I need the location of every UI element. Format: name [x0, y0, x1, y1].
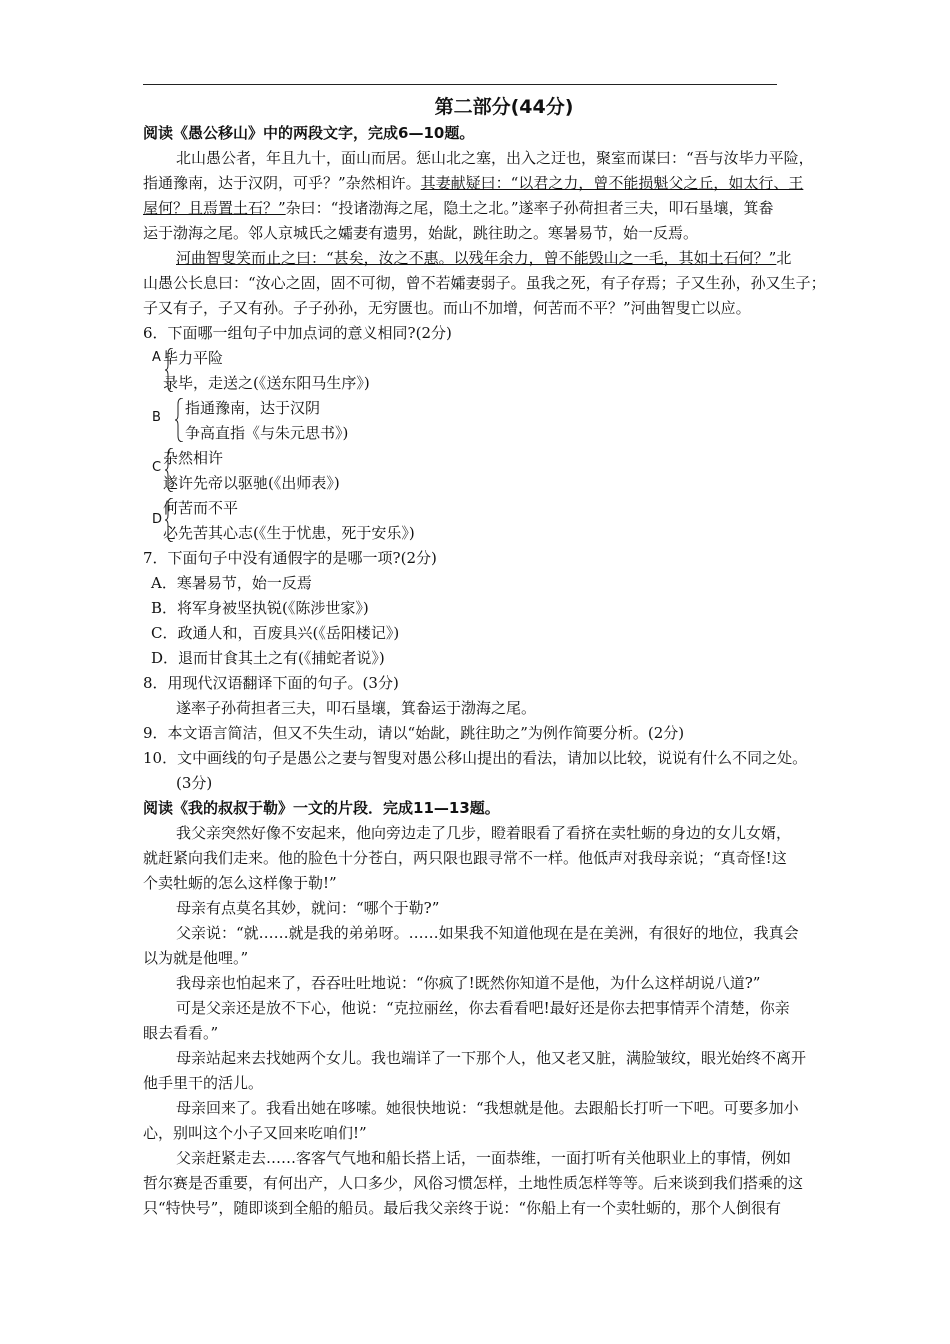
option-line-2: 遂许先帝以驱驰(《出师表》): [163, 474, 340, 492]
passage3-line: 心，别叫这个小子又回来吃咱们!”: [143, 1124, 367, 1142]
q6-option-d: [143, 496, 865, 546]
underlined-sentence: 其妻献疑曰：“以君之力，曾不能损魁父之丘，如太行、王: [420, 174, 804, 192]
passage1-line: 北山愚公者，年且九十，面山而居。惩山北之塞，出入之迂也，聚室而谋曰：“吾与汝毕力平险，: [176, 149, 814, 167]
passage2-line: 子又有子，子又有孙。子子孙孙，无穷匮也。而山不加增，何苦而不平？”河曲智叟亡以应。: [143, 299, 751, 317]
passage3-line: 母亲有点莫名其妙，就问：“哪个于勒?”: [176, 899, 440, 917]
q6-option-b: [143, 396, 865, 446]
passage1-line: 屋何？且焉置土石？”杂曰：“投诸渤海之尾，隐土之北。”遂率子孙荷担者三夫，叩石垦壤，箕畚: [143, 199, 774, 217]
passage3-line: 我母亲也怕起来了，吞吞吐吐地说：“你疯了!既然你知道不是他，为什么这样胡说八道?”: [176, 974, 761, 992]
option-line-2: 必先苦其心志(《生于忧患，死于安乐》): [163, 524, 415, 542]
q7-option-a: A．寒暑易节，始一反焉: [151, 574, 312, 592]
passage3-line: 就赶紧向我们走来。他的脸色十分苍白，两只限也跟寻常不一样。他低声对我母亲说；“真奇怪!这: [143, 849, 787, 867]
underlined-sentence: 屋何？且焉置土石？”: [143, 199, 286, 217]
question-10-score: (3分): [176, 774, 213, 792]
q7-option-b: B．将军身被坚执锐(《陈涉世家》): [151, 599, 369, 617]
question-6-stem: 6．下面哪一组句子中加点词的意义相同?(2分): [143, 324, 452, 342]
option-line-2: 争高直指《与朱元思书》): [185, 424, 349, 442]
passage3-line: 眼去看看。”: [143, 1024, 219, 1042]
underlined-sentence: 河曲智叟笑而止之曰：“甚矣，汝之不惠。以残年余力，曾不能毁山之一毛，其如土石何？”: [176, 249, 777, 267]
passage3-line: 我父亲突然好像不安起来，他向旁边走了几步，瞪着眼看了看挤在卖牡蛎的身边的女儿女婿，: [176, 824, 792, 842]
passage3-line: 母亲回来了。我看出她在哆嗦。她很快地说：“我想就是他。去跟船长打听一下吧。可要多加小: [176, 1099, 799, 1117]
passage3-line: 只“特快号”，随即谈到全船的船员。最后我父亲终于说：“你船上有一个卖牡蛎的，那个人倒很有: [143, 1199, 782, 1217]
q7-option-d: D．退而甘食其土之有(《捕蛇者说》): [151, 649, 385, 667]
option-line-1: 杂然相许: [163, 449, 224, 467]
option-letter: C: [152, 460, 162, 475]
option-line-1: 何苦而不平: [163, 499, 239, 517]
passage3-line: 父亲赶紧走去……客客气气地和船长搭上话，一面恭维，一面打听有关他职业上的事情，例如: [176, 1149, 792, 1167]
reading1-heading: 阅读《愚公移山》中的两段文字，完成6—10题。: [143, 124, 475, 142]
passage3-line: 以为就是他哩。”: [143, 949, 249, 967]
brace-icon: [175, 398, 183, 442]
passage3-line: 父亲说：“就……就是我的弟弟呀。……如果我不知道他现在是在美洲，有很好的地位，我真会: [176, 924, 799, 942]
q7-option-c: C．政通人和，百废具兴(《岳阳楼记》): [151, 624, 400, 642]
passage3-line: 他手里干的活儿。: [143, 1074, 264, 1092]
passage3-line: 个卖牡蛎的怎么这样像于勒!”: [143, 874, 337, 892]
question-8-stem: 8．用现代汉语翻译下面的句子。(3分): [143, 674, 399, 692]
option-line-1: 毕力平险: [163, 349, 224, 367]
option-letter: B: [152, 410, 161, 425]
passage3-line: 可是父亲还是放不下心，他说：“克拉丽丝，你去看看吧!最好还是你去把事情弄个清楚，你亲: [176, 999, 790, 1017]
option-letter: A: [152, 350, 161, 365]
header-rule: [143, 84, 777, 85]
passage2-line: 河曲智叟笑而止之曰：“甚矣，汝之不惠。以残年余力，曾不能毁山之一毛，其如土石何？”北: [176, 249, 792, 267]
option-line-1: 指通豫南，达于汉阴: [185, 399, 321, 417]
question-9-stem: 9．本文语言简洁，但又不失生动，请以“始龀，跳往助之”为例作简要分析。(2分): [143, 724, 685, 742]
q8-sentence: 遂率子孙荷担者三夫，叩石垦壤，箕畚运于渤海之尾。: [176, 699, 537, 717]
option-letter: D: [152, 512, 163, 527]
passage3-line: 母亲站起来去找她两个女儿。我也端详了一下那个人，他又老又脏，满脸皱纹，眼光始终不离开: [176, 1049, 807, 1067]
passage1-line: 运于渤海之尾。邻人京城氏之孀妻有遗男，始龀，跳往助之。寒暑易节，始一反焉。: [143, 224, 699, 242]
question-10-stem: 10．文中画线的句子是愚公之妻与智叟对愚公移山提出的看法，请加以比较，说说有什么不同之处。: [143, 749, 808, 767]
option-line-2: 录毕，走送之(《送东阳马生序》): [163, 374, 370, 392]
exam-page: [143, 93, 865, 1221]
passage1-line: 指通豫南，达于汉阴，可乎？”杂然相许。其妻献疑曰：“以君之力，曾不能损魁父之丘，如太行、王: [143, 174, 804, 192]
question-7-stem: 7．下面句子中没有通假字的是哪一项?(2分): [143, 549, 437, 567]
section-title: 第二部分(44分): [434, 96, 574, 118]
q6-option-c: [143, 446, 865, 496]
passage2-line: 山愚公长息曰：“汝心之固，固不可彻，曾不若孀妻弱子。虽我之死，有子存焉；子又生孙，孙又生子；: [143, 274, 826, 292]
passage3-line: 哲尔赛是否重要，有何出产，人口多少，风俗习惯怎样，土地性质怎样等等。后来谈到我们搭乘的这: [143, 1174, 804, 1192]
reading2-heading: 阅读《我的叔叔于勒》一文的片段．完成11—13题。: [143, 799, 500, 817]
q6-option-a: [143, 346, 865, 396]
